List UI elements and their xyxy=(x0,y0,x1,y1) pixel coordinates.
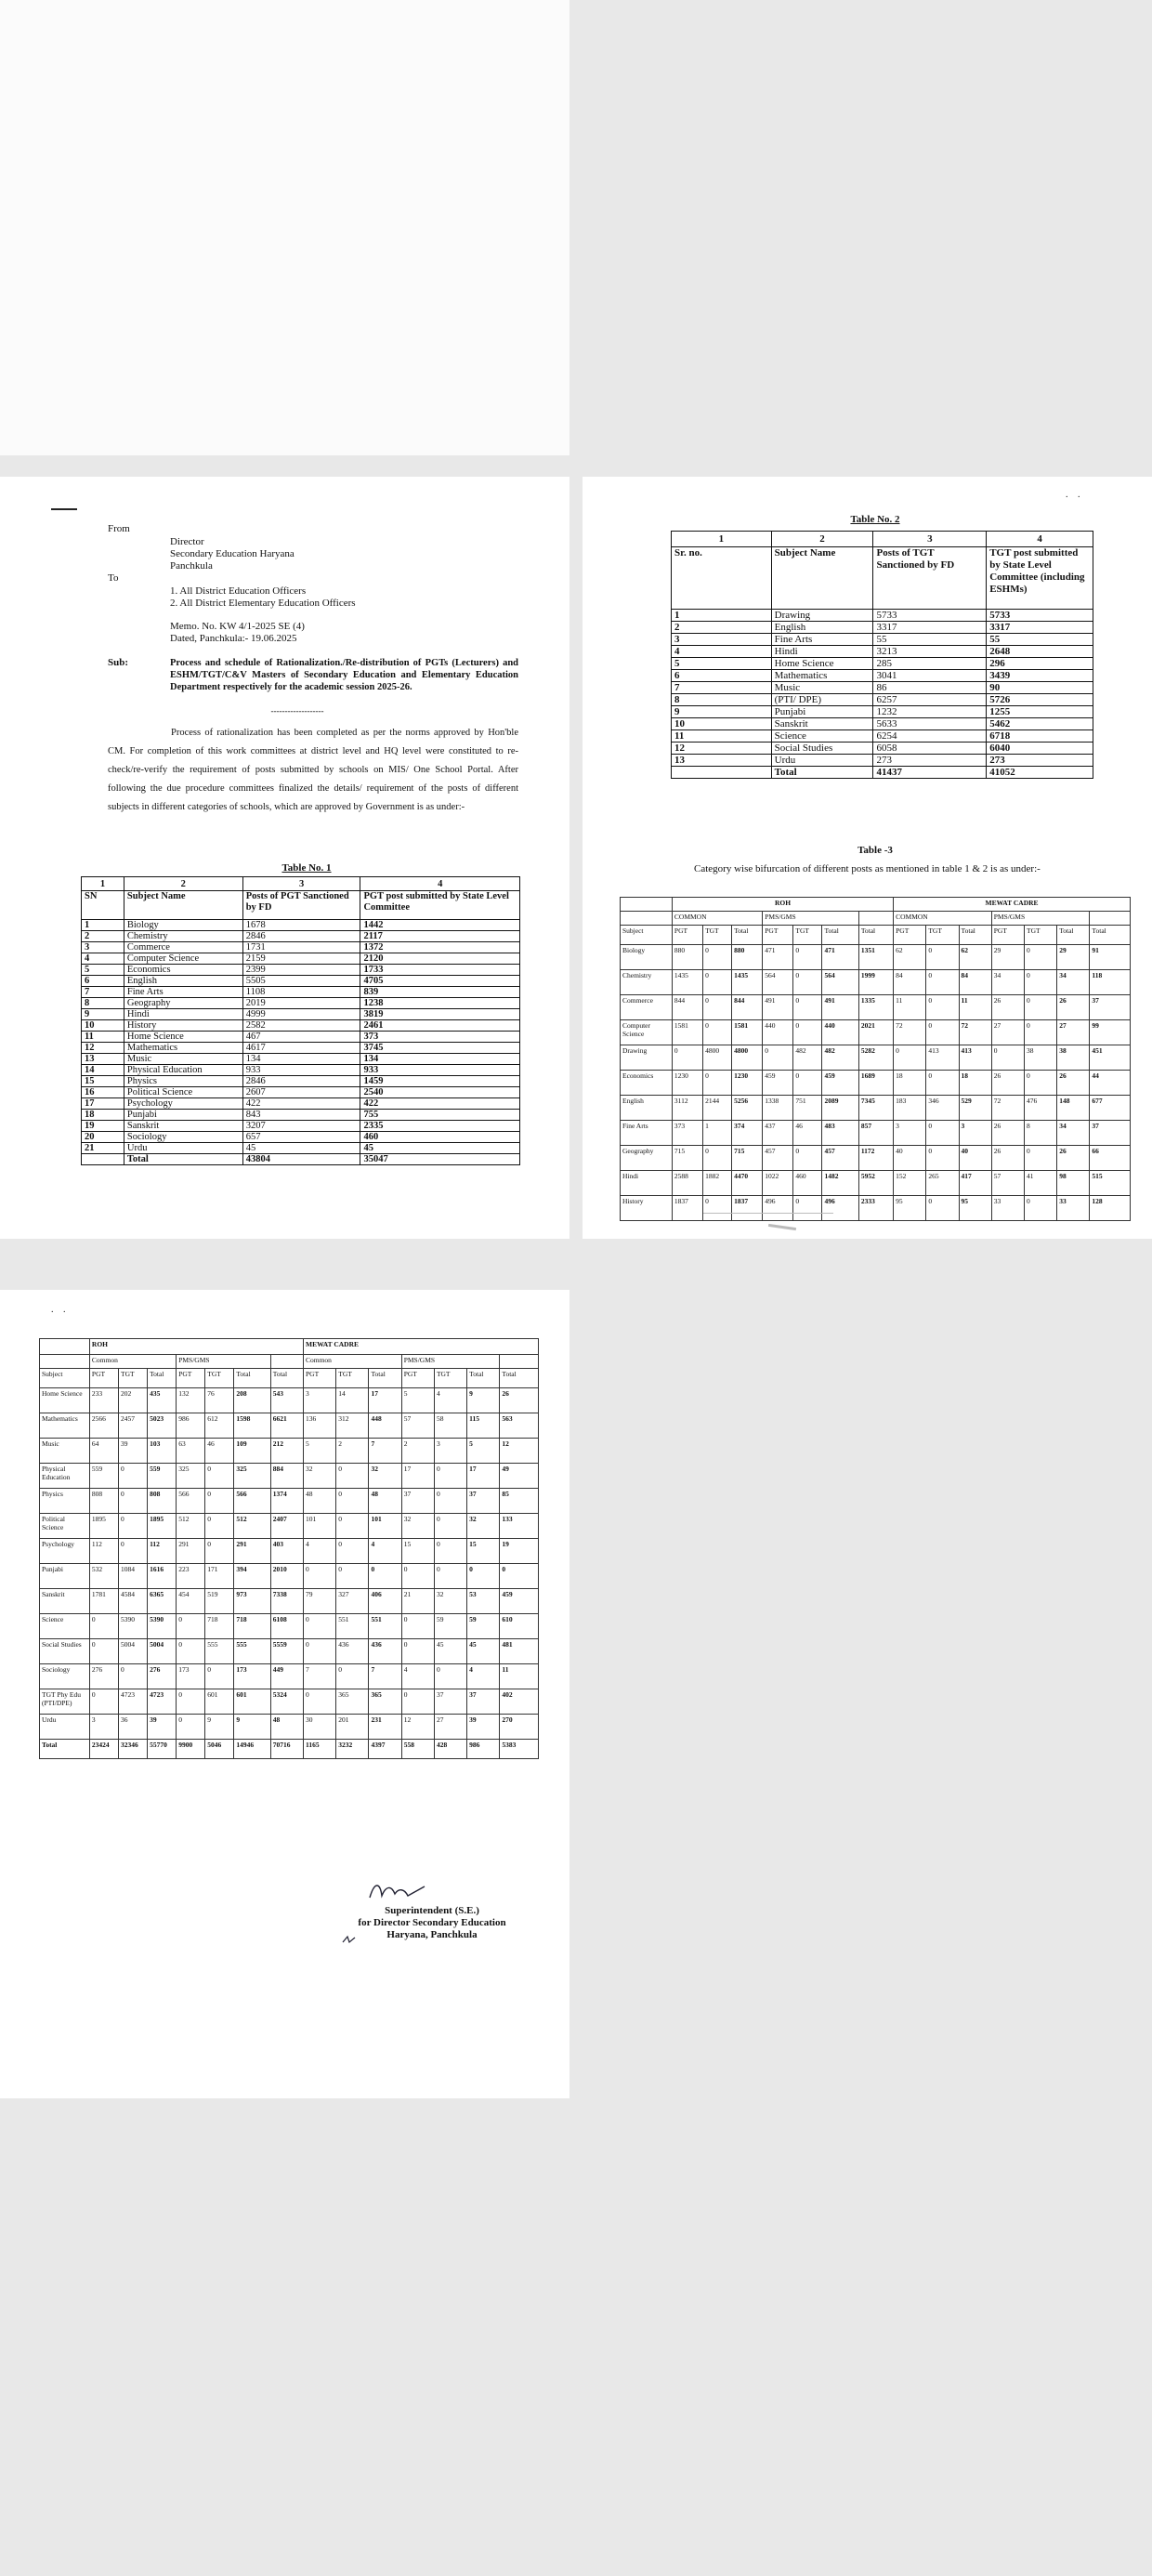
pms-label: PMS/GMS xyxy=(177,1355,271,1369)
body-paragraph: Process of rationalization has been completed as per the norms approved by Hon'ble CM. For completion of this work committees at district level and HQ level were constituted to re-check/re-verify the requirement of posts submitted by schools on MIS/ One School Portal. After following the due procedure committees finalized the details/ requirement of the posts of different subjects in different categories of schools, which are approved by Government is as under:- xyxy=(108,728,518,812)
from-label: From xyxy=(108,523,130,534)
table-row: Mathematics 2566 2457 5023 986 612 1598 6621 136 312 448 57 58 115 563 xyxy=(40,1413,539,1439)
table-row: 11 Home Science 467 373 xyxy=(82,1032,520,1043)
pms-label: PMS/GMS xyxy=(991,912,1090,926)
common-label: COMMON xyxy=(894,912,992,926)
table-row: Social Studies 0 5004 5004 0 555 555 5559 0 436 436 0 45 45 481 xyxy=(40,1639,539,1664)
table-row: 12 Mathematics 4617 3745 xyxy=(82,1043,520,1054)
table-row: Physical Education 559 0 559 325 0 325 884 32 0 32 17 0 17 49 xyxy=(40,1464,539,1489)
handwritten-signature xyxy=(365,1877,430,1905)
table-row: 11 Science 6254 6718 xyxy=(672,730,1093,743)
table-row: 12 Social Studies 6058 6040 xyxy=(672,743,1093,755)
subject-label: Sub: xyxy=(108,657,129,668)
blank-page xyxy=(0,0,569,455)
table3-title: Table -3 xyxy=(857,845,893,856)
table4-body xyxy=(40,1388,539,1740)
table1-total-row: Total 43804 35047 xyxy=(82,1154,520,1165)
table3-intro: Category wise bifurcation of different posts as mentioned in table 1 & 2 is as under:- xyxy=(694,863,1041,874)
table4-total-row: Total 23424 32346 55770 9900 5046 14946 70716 1165 3232 4397 558 428 986 5383 xyxy=(40,1740,539,1759)
table-row: 13 Urdu 273 273 xyxy=(672,755,1093,767)
table-row: 10 History 2582 2461 xyxy=(82,1020,520,1032)
mewat-label: MEWAT CADRE xyxy=(894,898,1131,912)
table1 xyxy=(81,876,520,1165)
from-address: Director Secondary Education Haryana Panchkula xyxy=(170,536,295,572)
to-label: To xyxy=(108,572,119,584)
table-row: 9 Punjabi 1232 1255 xyxy=(672,706,1093,718)
table2-title: Table No. 2 xyxy=(850,514,900,525)
table4-page xyxy=(0,1290,569,2098)
table-row: History 1837 0 1837 496 0 496 2333 95 0 95 33 0 33 128 xyxy=(621,1196,1131,1221)
table3-column-headers: Subject PGT TGT Total PGT TGT Total Total PGT TGT Total PGT TGT Total Total xyxy=(621,926,1131,945)
table-row: 4 Hindi 3213 2648 xyxy=(672,646,1093,658)
table-row: 5 Economics 2399 1733 xyxy=(82,965,520,976)
table3-body xyxy=(621,945,1131,1221)
footer-mark xyxy=(768,1224,796,1230)
table-row: 2 Chemistry 2846 2117 xyxy=(82,931,520,942)
table-row: Geography 715 0 715 457 0 457 1172 40 0 40 26 0 26 66 xyxy=(621,1146,1131,1171)
table2-col-numbers: 1 2 3 4 xyxy=(672,532,1093,547)
table-row: 19 Sanskrit 3207 2335 xyxy=(82,1121,520,1132)
table-row: 6 English 5505 4705 xyxy=(82,976,520,987)
table-row: Hindi 2588 1882 4470 1022 460 1482 5952 152 265 417 57 41 98 515 xyxy=(621,1171,1131,1196)
memo-reference: Memo. No. KW 4/1-2025 SE (4) Dated, Panchkula:- 19.06.2025 xyxy=(170,621,305,644)
table-row: Science 0 5390 5390 0 718 718 6108 0 551 551 0 59 59 610 xyxy=(40,1614,539,1639)
table-row: Sociology 276 0 276 173 0 173 449 7 0 7 4 0 4 11 xyxy=(40,1664,539,1689)
table-row: Music 64 39 103 63 46 109 212 5 2 7 2 3 5 12 xyxy=(40,1439,539,1464)
page-mark xyxy=(51,508,77,510)
table2-body xyxy=(672,610,1093,767)
common-label: Common xyxy=(89,1355,176,1369)
initial-mark xyxy=(341,1935,358,1944)
table-row: English 3112 2144 5256 1338 751 2089 7345 183 346 529 72 476 148 677 xyxy=(621,1096,1131,1121)
to-address: 1. All District Education Officers 2. All District Elementary Education Officers xyxy=(170,585,356,609)
signature-location: Haryana, Panchkula xyxy=(386,1929,478,1940)
table-row: Political Science 1895 0 1895 512 0 512 2407 101 0 101 32 0 32 133 xyxy=(40,1514,539,1539)
table-row: 7 Fine Arts 1108 839 xyxy=(82,987,520,998)
table-row: Biology 880 0 880 471 0 471 1351 62 0 62 29 0 29 91 xyxy=(621,945,1131,970)
table2-header: Sr. no. Subject Name Posts of TGT Sanctioned by FD TGT post submitted by State Level Committee (including ESHMs) xyxy=(672,547,1093,610)
table-row: 2 English 3317 3317 xyxy=(672,622,1093,634)
table-row: Urdu 3 36 39 0 9 9 48 30 201 231 12 27 39 270 xyxy=(40,1715,539,1740)
common-label: Common xyxy=(304,1355,402,1369)
table-row: TGT Phy Edu (PTI/DPE) 0 4723 4723 0 601 601 5324 0 365 365 0 37 37 402 xyxy=(40,1689,539,1715)
table-row: Drawing 0 4800 4800 0 482 482 5282 0 413 413 0 38 38 451 xyxy=(621,1045,1131,1071)
table-row: 3 Commerce 1731 1372 xyxy=(82,942,520,953)
table2 xyxy=(671,531,1093,779)
page-mark: . . xyxy=(1066,490,1084,500)
table-row: 16 Political Science 2607 2540 xyxy=(82,1087,520,1098)
table-row: 14 Physical Education 933 933 xyxy=(82,1065,520,1076)
table1-header: SN Subject Name Posts of PGT Sanctioned by FD PGT post submitted by State Level Committee xyxy=(82,891,520,920)
table-row: Computer Science 1581 0 1581 440 0 440 2021 72 0 72 27 0 27 99 xyxy=(621,1020,1131,1045)
common-label: COMMON xyxy=(672,912,762,926)
table3 xyxy=(620,897,1131,1221)
table-row: Psychology 112 0 112 291 0 291 403 4 0 4 15 0 15 19 xyxy=(40,1539,539,1564)
table-row: Commerce 844 0 844 491 0 491 1335 11 0 11 26 0 26 37 xyxy=(621,995,1131,1020)
table-row: Sanskrit 1781 4584 6365 454 519 973 7338 79 327 406 21 32 53 459 xyxy=(40,1589,539,1614)
table-row: 4 Computer Science 2159 2120 xyxy=(82,953,520,965)
table2-total-row: Total 41437 41052 xyxy=(672,767,1093,779)
table-row: 3 Fine Arts 55 55 xyxy=(672,634,1093,646)
memo-page xyxy=(0,477,569,1239)
table1-title: Table No. 1 xyxy=(281,862,332,874)
table2-page xyxy=(583,477,1152,1239)
table-row: 8 Geography 2019 1238 xyxy=(82,998,520,1009)
table-row: 15 Physics 2846 1459 xyxy=(82,1076,520,1087)
table-row: 21 Urdu 45 45 xyxy=(82,1143,520,1154)
table-row: 7 Music 86 90 xyxy=(672,682,1093,694)
table-row: 1 Biology 1678 1442 xyxy=(82,920,520,931)
table4 xyxy=(39,1338,539,1759)
table-row: 10 Sanskrit 5633 5462 xyxy=(672,718,1093,730)
signature-block xyxy=(339,1877,525,1941)
mewat-label: MEWAT CADRE xyxy=(304,1339,539,1355)
roh-label: ROH xyxy=(672,898,893,912)
table-row: Fine Arts 373 1 374 437 46 483 857 3 0 3 26 8 34 37 xyxy=(621,1121,1131,1146)
table-row: 1 Drawing 5733 5733 xyxy=(672,610,1093,622)
table-row: Chemistry 1435 0 1435 564 0 564 1999 84 0 84 34 0 34 118 xyxy=(621,970,1131,995)
table-row: 6 Mathematics 3041 3439 xyxy=(672,670,1093,682)
table4-column-headers: Subject PGT TGT Total PGT TGT Total Total PGT TGT Total PGT TGT Total Total xyxy=(40,1369,539,1388)
table-row: 20 Sociology 657 460 xyxy=(82,1132,520,1143)
table-row: 17 Psychology 422 422 xyxy=(82,1098,520,1110)
page-mark: . . xyxy=(51,1305,70,1315)
table1-body xyxy=(82,920,520,1154)
table-row: 9 Hindi 4999 3819 xyxy=(82,1009,520,1020)
footer-mark xyxy=(703,1213,833,1214)
table-row: Home Science 233 202 435 132 76 208 543 3 14 17 5 4 9 26 xyxy=(40,1388,539,1413)
subject-text: Process and schedule of Rationalization./Re-distribution of PGTs (Lecturers) and ESHM/TGT/C&V Masters of Secondary Education and Elementary Education Department respectively for the academic session 2025-26. xyxy=(170,658,518,692)
table-row: 13 Music 134 134 xyxy=(82,1054,520,1065)
signature-title: Superintendent (S.E.) xyxy=(385,1905,479,1916)
table-row: Economics 1230 0 1230 459 0 459 1689 18 0 18 26 0 26 44 xyxy=(621,1071,1131,1096)
table-row: 8 (PTI/ DPE) 6257 5726 xyxy=(672,694,1093,706)
pms-label: PMS/GMS xyxy=(763,912,859,926)
roh-label: ROH xyxy=(89,1339,303,1355)
table1-col-numbers: 1 2 3 4 xyxy=(82,877,520,891)
table-row: 18 Punjabi 843 755 xyxy=(82,1110,520,1121)
table-row: Punjabi 532 1084 1616 223 171 394 2010 0 0 0 0 0 0 0 xyxy=(40,1564,539,1589)
separator: ------------------- xyxy=(270,706,324,716)
table-row: Physics 808 0 808 566 0 566 1374 48 0 48 37 0 37 85 xyxy=(40,1489,539,1514)
table-row: 5 Home Science 285 296 xyxy=(672,658,1093,670)
signature-org: for Director Secondary Education xyxy=(358,1917,506,1928)
pms-label: PMS/GMS xyxy=(401,1355,500,1369)
